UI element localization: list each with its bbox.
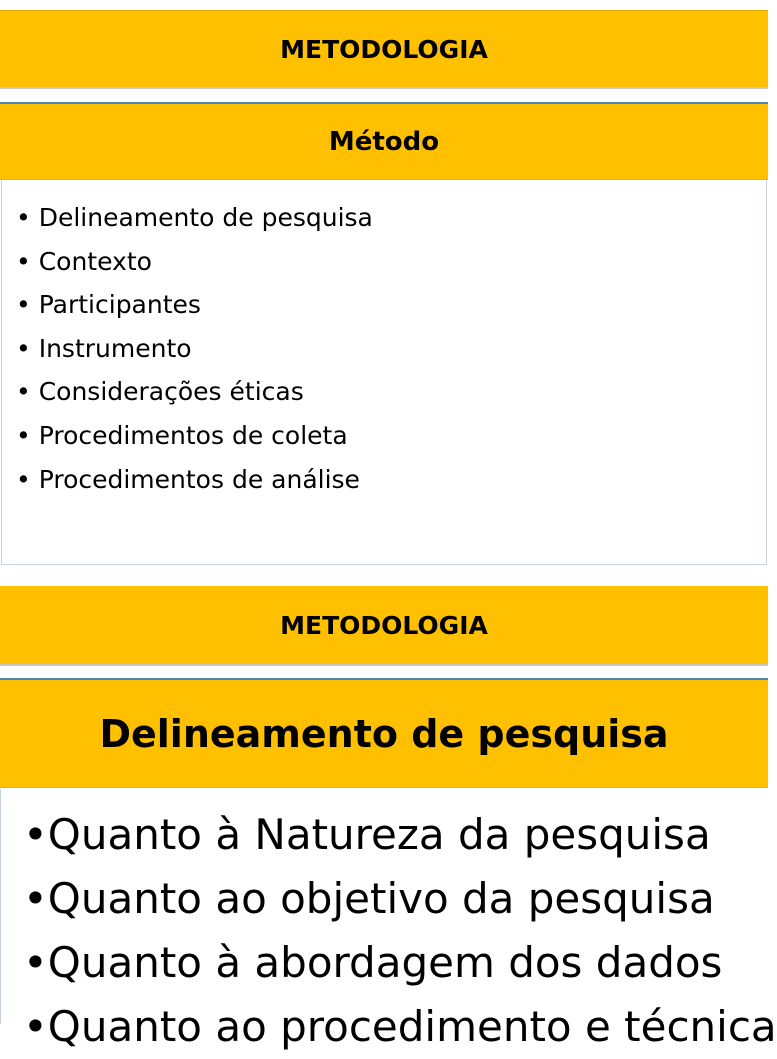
- list-item-text: Quanto à Natureza da pesquisa: [47, 810, 711, 859]
- list-item: [16, 196, 766, 240]
- bullet-icon: •: [16, 290, 31, 320]
- list-item-text: Quanto ao objetivo da pesquisa: [47, 874, 715, 923]
- list-item: [16, 240, 766, 284]
- slide2-subheader-bar: [0, 678, 768, 788]
- list-item: [23, 867, 768, 931]
- bullet-icon: •: [23, 1002, 48, 1051]
- list-item: [16, 283, 766, 327]
- list-item: [16, 414, 766, 458]
- list-item: [23, 931, 768, 995]
- list-item-text: Participantes: [38, 290, 201, 320]
- list-item-text: Delineamento de pesquisa: [38, 203, 373, 232]
- bullet-icon: •: [23, 938, 48, 987]
- list-item-text: Procedimentos de análise: [38, 464, 360, 494]
- list-item: [23, 995, 777, 1059]
- list-item: [16, 327, 766, 371]
- bullet-icon: •: [16, 203, 31, 232]
- slide2-header-title: METODOLOGIA: [280, 610, 488, 640]
- bullet-icon: •: [23, 874, 48, 923]
- list-item: [16, 370, 766, 414]
- list-item-text: Contexto: [38, 246, 152, 276]
- slide1-subheader-bar: [0, 102, 768, 180]
- list-item-text: Quanto ao procedimento e técnica: [47, 1002, 777, 1051]
- list-item: [16, 458, 766, 502]
- slide1-subheader-title: Método: [328, 126, 440, 157]
- slide2-content-box: [0, 789, 777, 1051]
- bullet-icon: •: [23, 810, 48, 859]
- list-item-text: Considerações éticas: [38, 377, 304, 407]
- bullet-icon: •: [16, 246, 31, 276]
- bullet-icon: •: [16, 377, 31, 407]
- slide1-bullet-list: [16, 196, 766, 501]
- slide1-header-bar: [0, 10, 768, 89]
- bullet-icon: •: [16, 420, 31, 450]
- slide2-subheader-title: Delineamento de pesquisa: [99, 711, 669, 756]
- bullet-icon: •: [16, 333, 31, 363]
- list-item-text: Instrumento: [38, 333, 192, 363]
- list-item: [23, 803, 768, 867]
- slide1-header-title: METODOLOGIA: [280, 34, 488, 64]
- list-item-text: Procedimentos de coleta: [38, 420, 348, 450]
- slide1-content-box: [1, 180, 767, 565]
- bullet-icon: •: [16, 464, 31, 494]
- list-item-text: Quanto à abordagem dos dados: [47, 938, 723, 987]
- slide2-header-bar: [0, 586, 768, 666]
- slide2-bullet-list: [23, 803, 777, 1059]
